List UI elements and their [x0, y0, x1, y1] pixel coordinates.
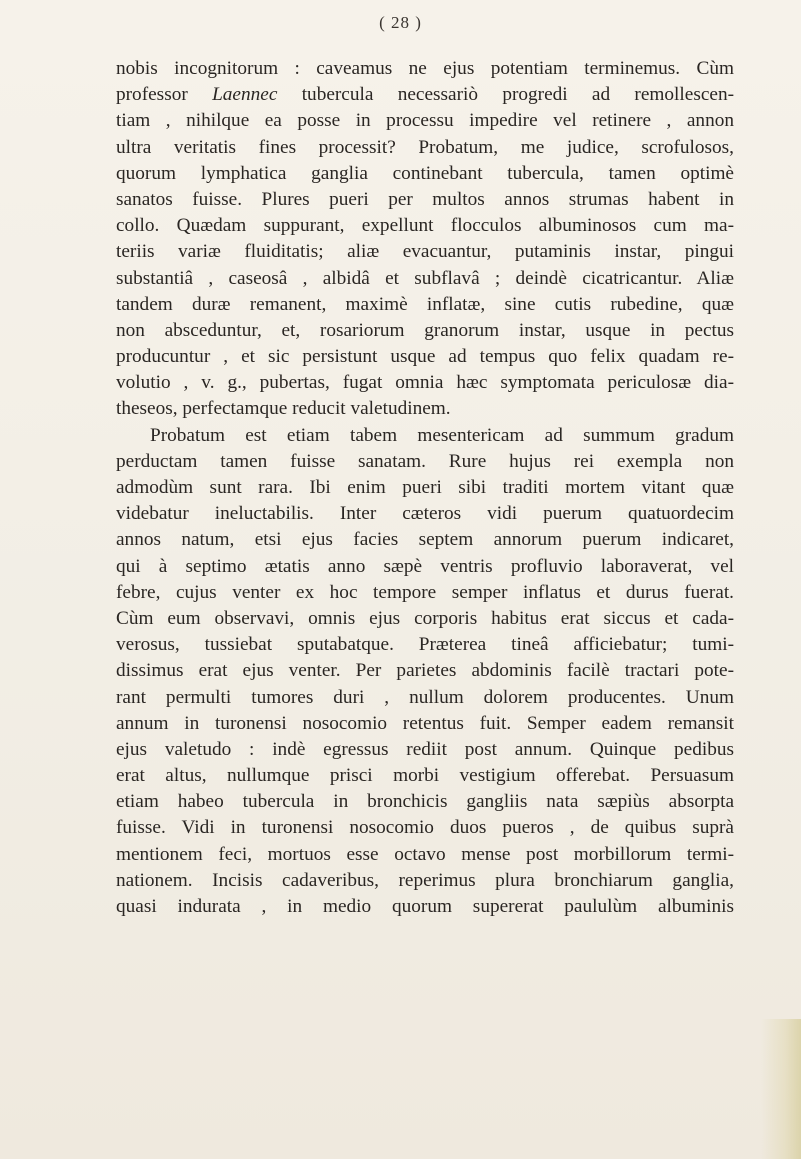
- text-line: Cùm eum observavi, omnis ejus corporis habitus erat siccus et cada-: [116, 607, 734, 629]
- text-line: ejus valetudo : indè egressus rediit post annum. Quinque pedibus: [116, 738, 734, 760]
- text-line: substantiâ , caseosâ , albidâ et subflavâ ; deindè cicatricantur. Aliæ: [116, 267, 734, 289]
- paragraph: [116, 56, 734, 423]
- paragraph: [116, 423, 734, 921]
- text-line: annum in turonensi nosocomio retentus fuit. Semper eadem remansit: [116, 712, 734, 734]
- text-line: annos natum, etsi ejus facies septem annorum puerum indicaret,: [116, 529, 734, 551]
- text-line: volutio , v. g., pubertas, fugat omnia hæc symptomata periculosæ dia-: [116, 372, 734, 394]
- text-line: rant permulti tumores duri , nullum dolorem producentes. Unum: [116, 686, 734, 708]
- text-line: febre, cujus venter ex hoc tempore semper inflatus et durus fuerat.: [116, 581, 734, 603]
- text-line: quorum lymphatica ganglia continebant tubercula, tamen optimè: [116, 162, 734, 184]
- text-line: nobis incognitorum : caveamus ne ejus potentiam terminemus. Cùm: [116, 58, 734, 79]
- text-line: quasi indurata , in medio quorum supererat paululùm albuminis: [116, 896, 734, 917]
- author-name: Laennec: [212, 84, 278, 106]
- text-line: erat altus, nullumque prisci morbi vestigium offerebat. Persuasum: [116, 765, 734, 787]
- text-line: tandem duræ remanent, maximè inflatæ, sine cutis rubedine, quæ: [116, 293, 734, 315]
- text-line-first: Probatum est etiam tabem mesentericam ad summum gradum: [150, 424, 734, 446]
- text-line: collo. Quædam suppurant, expellunt flocculos albuminosos cum ma-: [116, 215, 734, 237]
- text-line: [116, 82, 734, 108]
- page-number: ( 28 ): [379, 13, 422, 32]
- text-line: non absceduntur, et, rosariorum granorum instar, usque in pectus: [116, 319, 734, 341]
- text-line: teriis variæ fluiditatis; aliæ evacuantur, putaminis instar, pingui: [116, 241, 734, 263]
- text-fragment: profes: [116, 84, 165, 106]
- text-fragment: sor: [164, 84, 213, 106]
- text-line-last: theseos, perfectamque reducit valetudinem.: [116, 398, 451, 420]
- text-line: etiam habeo tubercula in bronchicis gangliis nata sæpiùs absorpta: [116, 791, 734, 813]
- text-line: admodùm sunt rara. Ibi enim pueri sibi traditi mortem vitant quæ: [116, 477, 734, 498]
- text-line: qui à septimo ætatis anno sæpè ventris profluvio laboraverat, vel: [116, 555, 734, 577]
- text-line: dissimus erat ejus venter. Per parietes abdominis facilè tractari pote-: [116, 660, 734, 682]
- paper-stain: [761, 1019, 801, 1159]
- text-line: perductam tamen fuisse sanatam. Rure hujus rei exempla non: [116, 450, 734, 472]
- body-text: [116, 56, 734, 920]
- text-line: sanatos fuisse. Plures pueri per multos annos strumas habent in: [116, 188, 734, 210]
- text-line: videbatur ineluctabilis. Inter cæteros vidi puerum quatuordecim: [116, 503, 734, 525]
- text-line: ultra veritatis fines processit? Probatum, me judice, scrofulosos,: [116, 136, 734, 158]
- text-line: mentionem feci, mortuos esse octavo mense post morbillorum termi-: [116, 843, 734, 865]
- text-line: tiam , nihilque ea posse in processu impedire vel retinere , annon: [116, 110, 734, 132]
- text-fragment: tubercula necessariò progredi ad remollescen-: [277, 84, 734, 106]
- text-line: fuisse. Vidi in turonensi nosocomio duos pueros , de quibus suprà: [116, 817, 734, 839]
- text-line: nationem. Incisis cadaveribus, reperimus plura bronchiarum ganglia,: [116, 869, 734, 891]
- text-line: verosus, tussiebat sputabatque. Præterea tineâ afficiebatur; tumi-: [116, 634, 734, 656]
- text-line: producuntur , et sic persistunt usque ad tempus quo felix quadam re-: [116, 346, 734, 368]
